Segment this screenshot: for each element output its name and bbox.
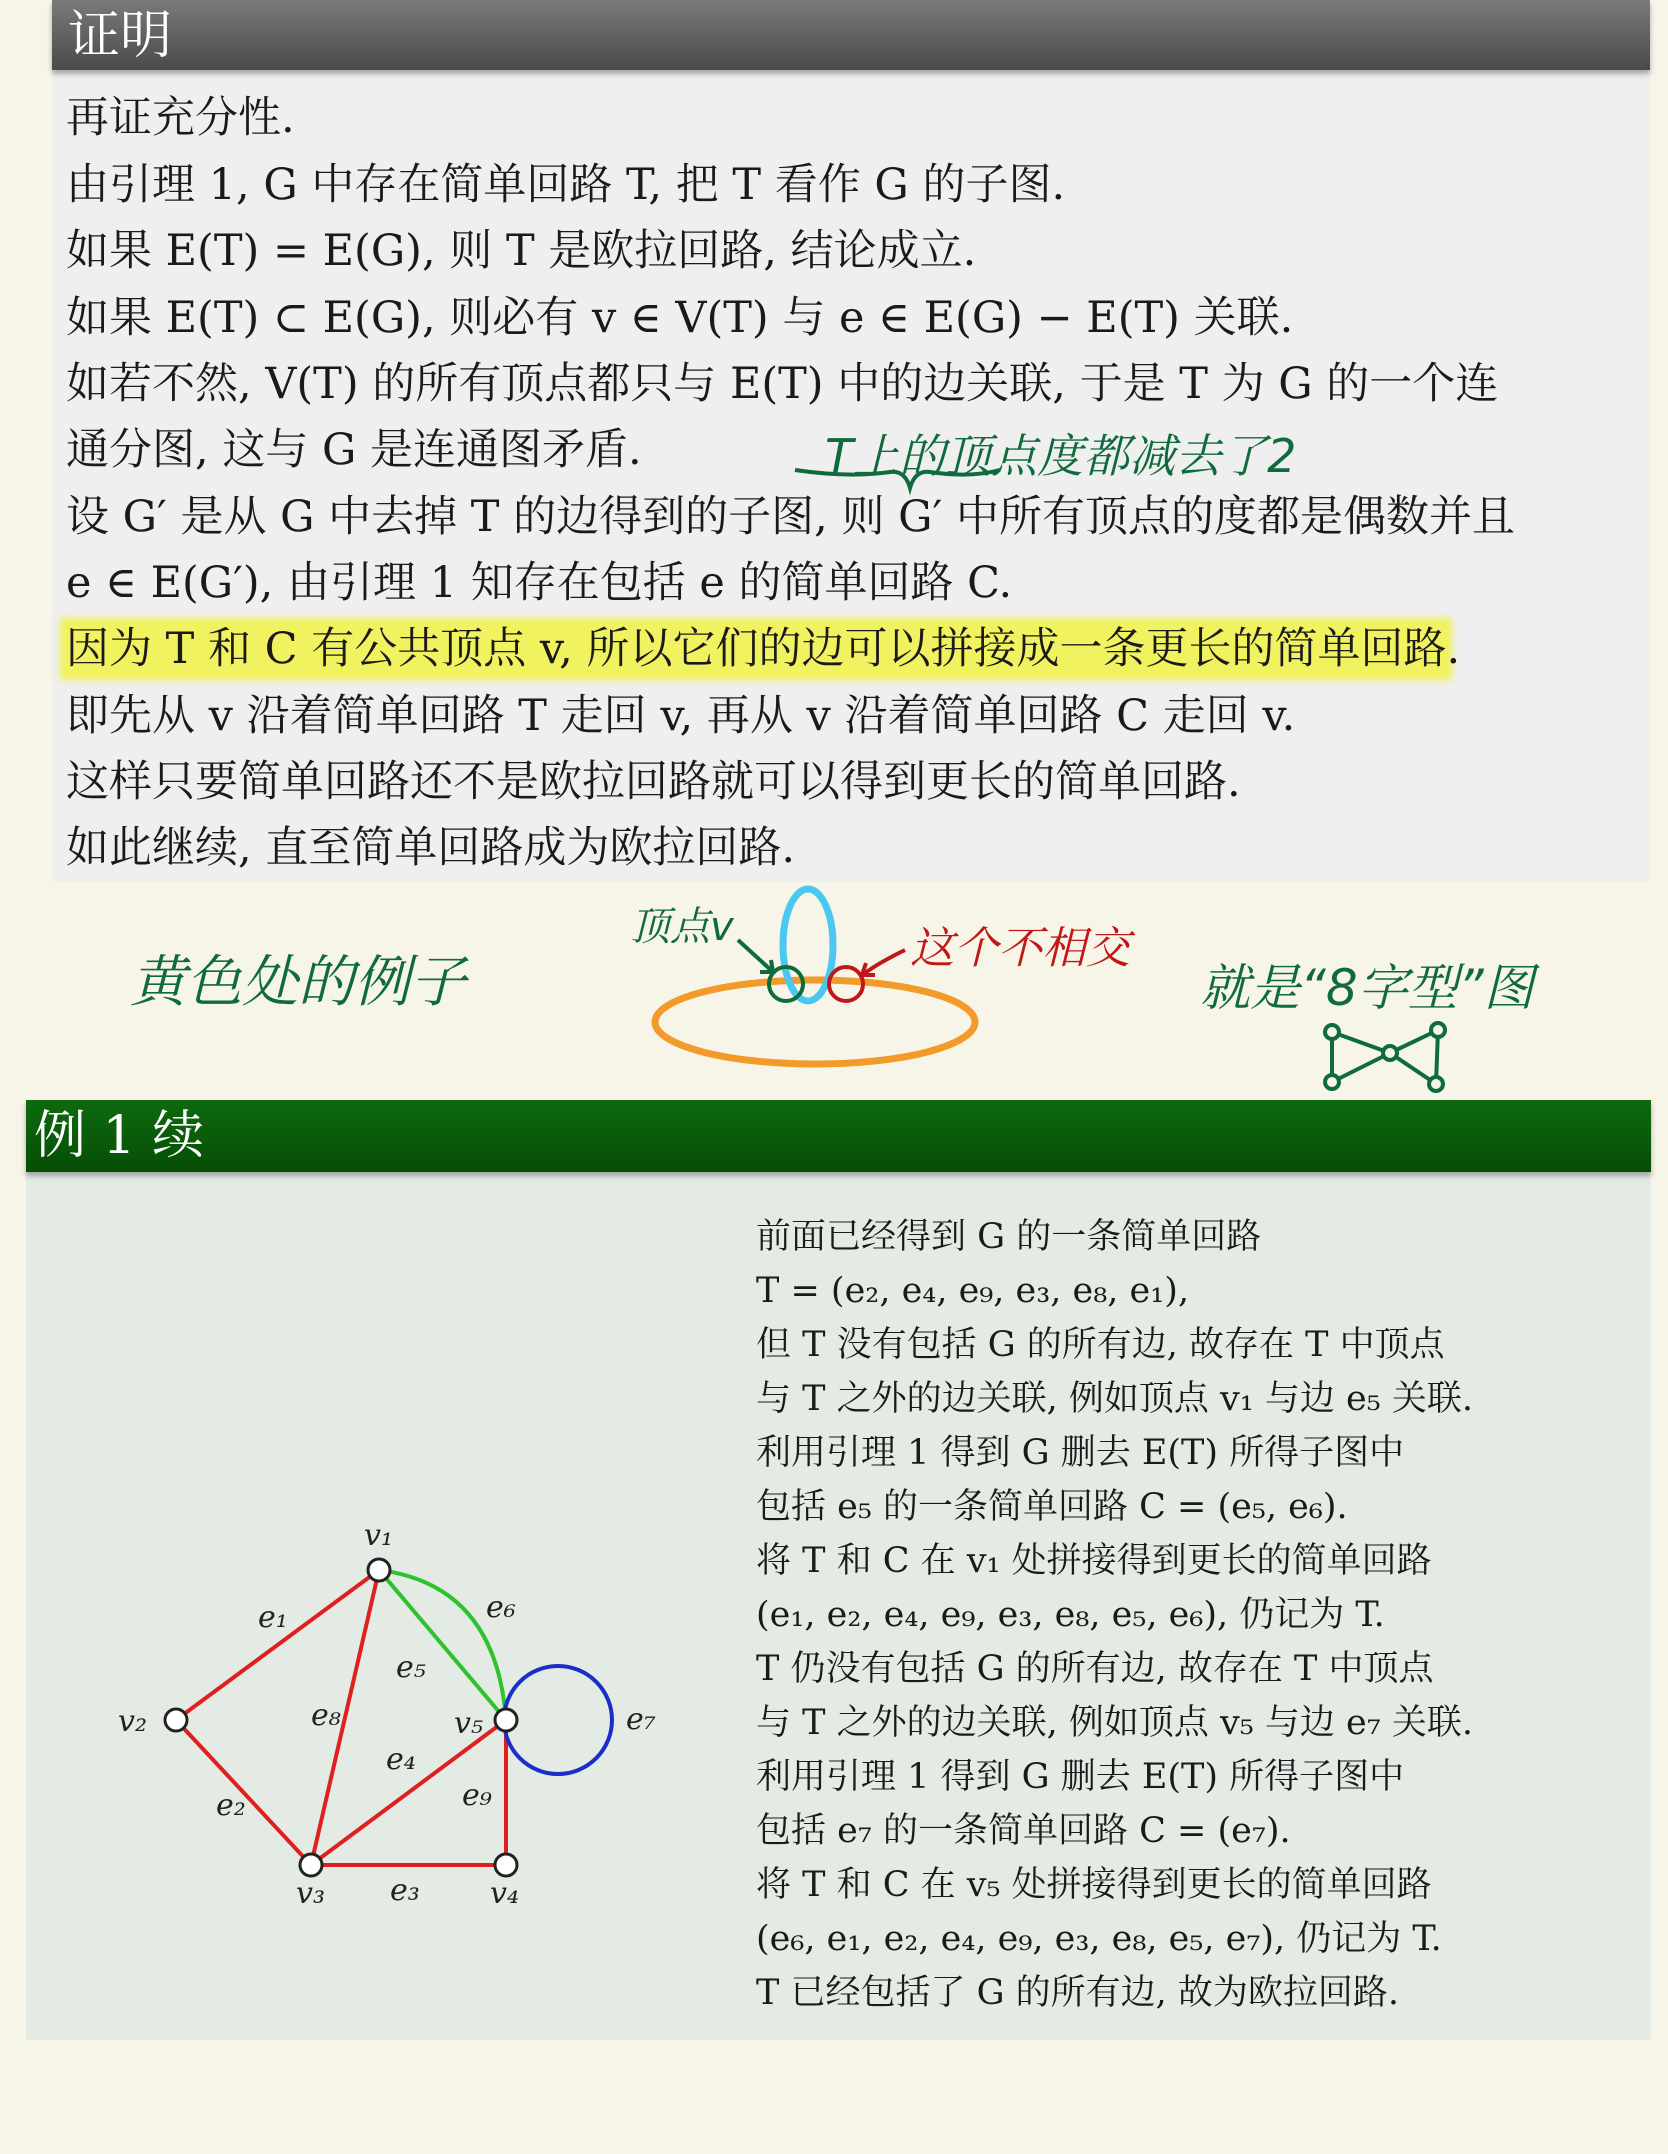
proof-line-11: 这样只要简单回路还不是欧拉回路就可以得到更长的简单回路. <box>66 757 1241 807</box>
vertex-label-v2: v₂ <box>118 1704 147 1739</box>
vertex-v3 <box>300 1854 322 1876</box>
note-figure8: 就是“8字型”图 <box>1200 959 1534 1017</box>
proof-line-4: 如果 E(T) ⊂ E(G), 则必有 v ∈ V(T) 与 e ∈ E(G) − E(T) 关联. <box>66 293 1294 343</box>
vertex-label-v1: v₁ <box>364 1518 393 1553</box>
proof-line-5: 如若不然, V(T) 的所有顶点都只与 E(T) 中的边关联, 于是 T 为 G 的一个连 <box>66 359 1499 409</box>
proof-line-7: 设 G′ 是从 G 中去掉 T 的边得到的子图, 则 G′ 中所有顶点的度都是偶数并且 <box>66 492 1515 542</box>
example-line-13: 将 T 和 C 在 v₅ 处拼接得到更长的简单回路 <box>756 1865 1432 1905</box>
example-line-10: 与 T 之外的边关联, 例如顶点 v₅ 与边 e₇ 关联. <box>756 1703 1474 1743</box>
example-line-3: 但 T 没有包括 G 的所有边, 故存在 T 中顶点 <box>756 1325 1445 1365</box>
vertex-label-v5: v₅ <box>454 1706 483 1741</box>
note-not-intersect: 这个不相交 <box>910 923 1130 974</box>
edge-label-e8: e₈ <box>311 1698 341 1733</box>
example-title: 例 1 续 <box>34 1106 205 1166</box>
vertex-label-v4: v₄ <box>490 1876 519 1911</box>
proof-line-3: 如果 E(T) = E(G), 则 T 是欧拉回路, 结论成立. <box>66 226 977 276</box>
example-line-5: 利用引理 1 得到 G 删去 E(T) 所得子图中 <box>756 1433 1405 1473</box>
graph-figure <box>66 1395 666 1915</box>
edge-label-e9: e₉ <box>462 1778 492 1813</box>
blue-loop-sketch <box>783 889 833 1001</box>
edge-label-e4: e₄ <box>386 1742 416 1777</box>
vertex-label-v3: v₃ <box>296 1876 325 1911</box>
edge-label-e5: e₅ <box>396 1650 426 1685</box>
vertex-v1 <box>368 1559 390 1581</box>
edge-label-e2: e₂ <box>216 1788 246 1823</box>
proof-line-10: 即先从 v 沿着简单回路 T 走回 v, 再从 v 沿着简单回路 C 走回 v. <box>66 691 1296 741</box>
vertex-v4 <box>495 1854 517 1876</box>
edge-label-e6: e₆ <box>486 1590 516 1625</box>
example-line-11: 利用引理 1 得到 G 删去 E(T) 所得子图中 <box>756 1757 1405 1797</box>
vertex-v5 <box>495 1709 517 1731</box>
proof-line-2: 由引理 1, G 中存在简单回路 T, 把 T 看作 G 的子图. <box>66 160 1066 210</box>
example-line-6: 包括 e₅ 的一条简单回路 C = (e₅, e₆). <box>756 1487 1348 1527</box>
vertex-arrow <box>738 940 773 972</box>
example-line-4: 与 T 之外的边关联, 例如顶点 v₁ 与边 e₅ 关联. <box>756 1379 1474 1419</box>
orange-loop-sketch <box>655 980 975 1064</box>
example-line-14: (e₆, e₁, e₂, e₄, e₉, e₃, e₈, e₅, e₇), 仍记为 T. <box>756 1919 1442 1959</box>
highlight-tail-period: . <box>1446 624 1461 674</box>
example-line-12: 包括 e₇ 的一条简单回路 C = (e₇). <box>756 1811 1291 1851</box>
figure8-sketch <box>1325 1023 1445 1091</box>
edge-label-e7: e₇ <box>626 1702 656 1737</box>
example-line-7: 将 T 和 C 在 v₁ 处拼接得到更长的简单回路 <box>756 1541 1432 1581</box>
example-block <box>26 1100 1651 2040</box>
example-line-15: T 已经包括了 G 的所有边, 故为欧拉回路. <box>756 1973 1400 2013</box>
proof-line-12: 如此继续, 直至简单回路成为欧拉回路. <box>66 823 796 873</box>
note-vertex: 顶点v <box>630 904 734 950</box>
vertex-v2 <box>165 1709 187 1731</box>
example-line-2: T = (e₂, e₄, e₉, e₃, e₈, e₁), <box>756 1271 1190 1311</box>
edge-e7-loop <box>504 1666 612 1774</box>
edge-label-e1: e₁ <box>258 1600 288 1635</box>
note-degree: T上的顶点度都减去了2 <box>825 429 1297 483</box>
proof-line-8: e ∈ E(G′), 由引理 1 知存在包括 e 的简单回路 C. <box>66 558 1013 608</box>
example-line-8: (e₁, e₂, e₄, e₉, e₃, e₈, e₅, e₆), 仍记为 T. <box>756 1595 1385 1635</box>
note-example: 黄色处的例子 <box>130 950 466 1015</box>
underbrace-mark <box>795 470 1000 488</box>
proof-line-6: 通分图, 这与 G 是连通图矛盾. <box>66 425 642 475</box>
not-intersect-arrow <box>862 950 905 975</box>
example-header <box>26 1100 1651 1172</box>
proof-title: 证明 <box>68 6 173 66</box>
example-line-1: 前面已经得到 G 的一条简单回路 <box>756 1217 1262 1257</box>
example-line-9: T 仍没有包括 G 的所有边, 故存在 T 中顶点 <box>756 1649 1434 1689</box>
proof-line-1: 再证充分性. <box>66 93 295 143</box>
highlighted-sentence: 因为 T 和 C 有公共顶点 v, 所以它们的边可以拼接成一条更长的简单回路 <box>66 624 1447 674</box>
edge-label-e3: e₃ <box>390 1873 420 1908</box>
